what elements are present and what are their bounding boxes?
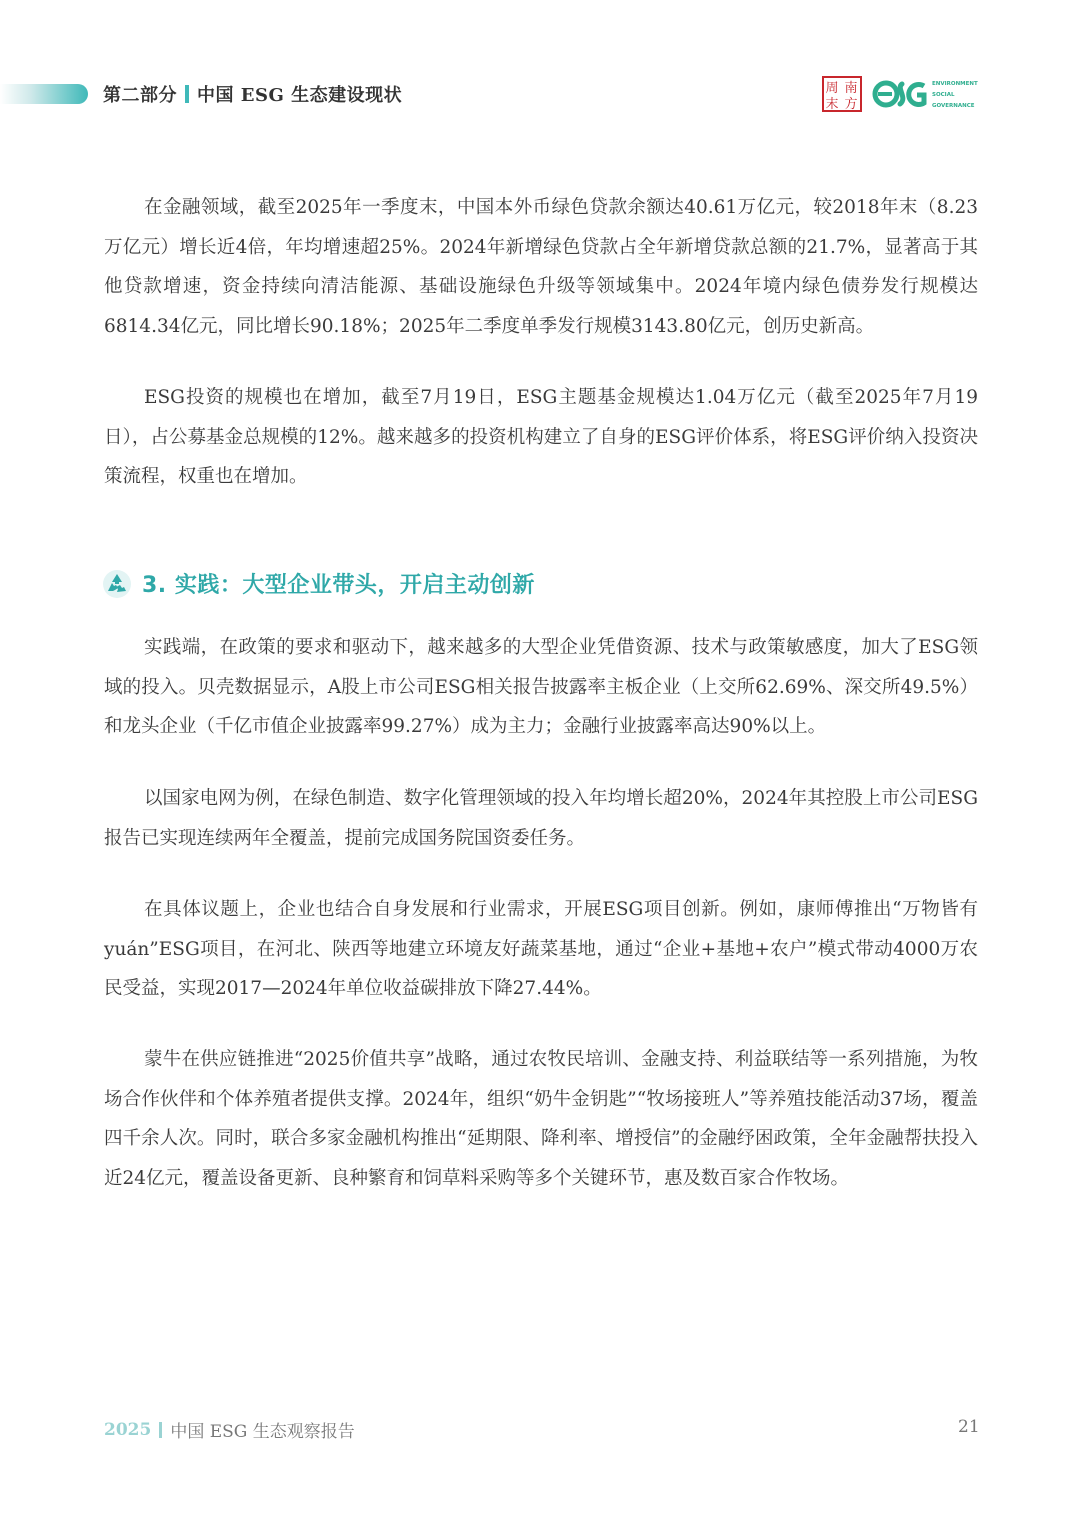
header-chapter-title: 中国 ESG 生态建设现状 [197, 85, 403, 106]
svg-text:SOCIAL: SOCIAL [932, 92, 955, 98]
svg-text:末: 末 [825, 97, 839, 112]
section-heading [102, 568, 535, 599]
section-title: 3. 实践：大型企业带头，开启主动创新 [142, 573, 535, 598]
recycle-icon [102, 569, 132, 599]
svg-text:周: 周 [825, 81, 839, 96]
header-section-label: 第二部分 [103, 85, 177, 106]
paragraph-state-grid: 以国家电网为例，在绿色制造、数字化管理领域的投入年均增长超20%，2024年其控股上市公司ESG报告已实现连续两年全覆盖，提前完成国务院国资委任务。 [104, 788, 978, 849]
paragraph-master-kong: 在具体议题上，企业也结合自身发展和行业需求，开展ESG项目创新。例如，康师傅推出“万物皆有yuán”ESG项目，在河北、陕西等地建立环境友好蔬菜基地，通过“企业+基地+农户”模式带动4000万农民受益，实现2017—2024年单位收益碳排放下降27.44%。 [104, 899, 978, 999]
svg-text:南: 南 [844, 81, 858, 96]
running-header [103, 81, 402, 107]
running-footer [104, 1417, 355, 1442]
paragraph-practice-overview: 实践端，在政策的要求和驱动下，越来越多的大型企业凭借资源、技术与政策敏感度，加大了ESG领域的投入。贝壳数据显示，A股上市公司ESG相关报告披露率主板企业（上交所62.69%、深交所49.5%）和龙头企业（千亿市值企业披露率99.27%）成为主力；金融行业披露率高达90%以上。 [104, 637, 978, 737]
footer-year: 2025 [104, 1419, 152, 1440]
footer-report-title: 中国 ESG 生态观察报告 [170, 1422, 355, 1442]
svg-text:ENVIRONMENT: ENVIRONMENT [932, 81, 978, 87]
footer-divider [159, 1422, 162, 1438]
southern-weekly-seal-logo [822, 76, 862, 112]
esg-logo [872, 76, 992, 112]
paragraph-green-finance: 在金融领域，截至2025年一季度末，中国本外币绿色贷款余额达40.61万亿元，较2018年末（8.23万亿元）增长近4倍，年均增速超25%。2024年新增绿色贷款占全年新增贷款总额的21.7%，显著高于其他贷款增速，资金持续向清洁能源、基础设施绿色升级等领域集中。2024年境内绿色债券发行规模达6814.34亿元，同比增长90.18%；2025年二季度单季发行规模3143.80亿元，创历史新高。 [104, 197, 978, 337]
paragraph-mengniu: 蒙牛在供应链推进“2025价值共享”战略，通过农牧民培训、金融支持、利益联结等一系列措施，为牧场合作伙伴和个体养殖者提供支撑。2024年，组织“奶牛金钥匙”“牧场接班人”等养殖技能活动37场，覆盖四千余人次。同时，联合多家金融机构推出“延期限、降利率、增授信”的金融纾困政策，全年金融帮扶投入近24亿元，覆盖设备更新、良种繁育和饲草料采购等多个关键环节，惠及数百家合作牧场。 [104, 1049, 978, 1189]
svg-text:GOVERNANCE: GOVERNANCE [932, 103, 975, 109]
header-accent-bar [0, 84, 88, 104]
header-divider [185, 85, 189, 103]
paragraph-esg-investment: ESG投资的规模也在增加，截至7月19日，ESG主题基金规模达1.04万亿元（截至2025年7月19日），占公募基金总规模的12%。越来越多的投资机构建立了自身的ESG评价体系，将ESG评价纳入投资决策流程，权重也在增加。 [104, 387, 978, 487]
svg-text:方: 方 [844, 97, 858, 112]
page-number: 21 [958, 1417, 980, 1437]
